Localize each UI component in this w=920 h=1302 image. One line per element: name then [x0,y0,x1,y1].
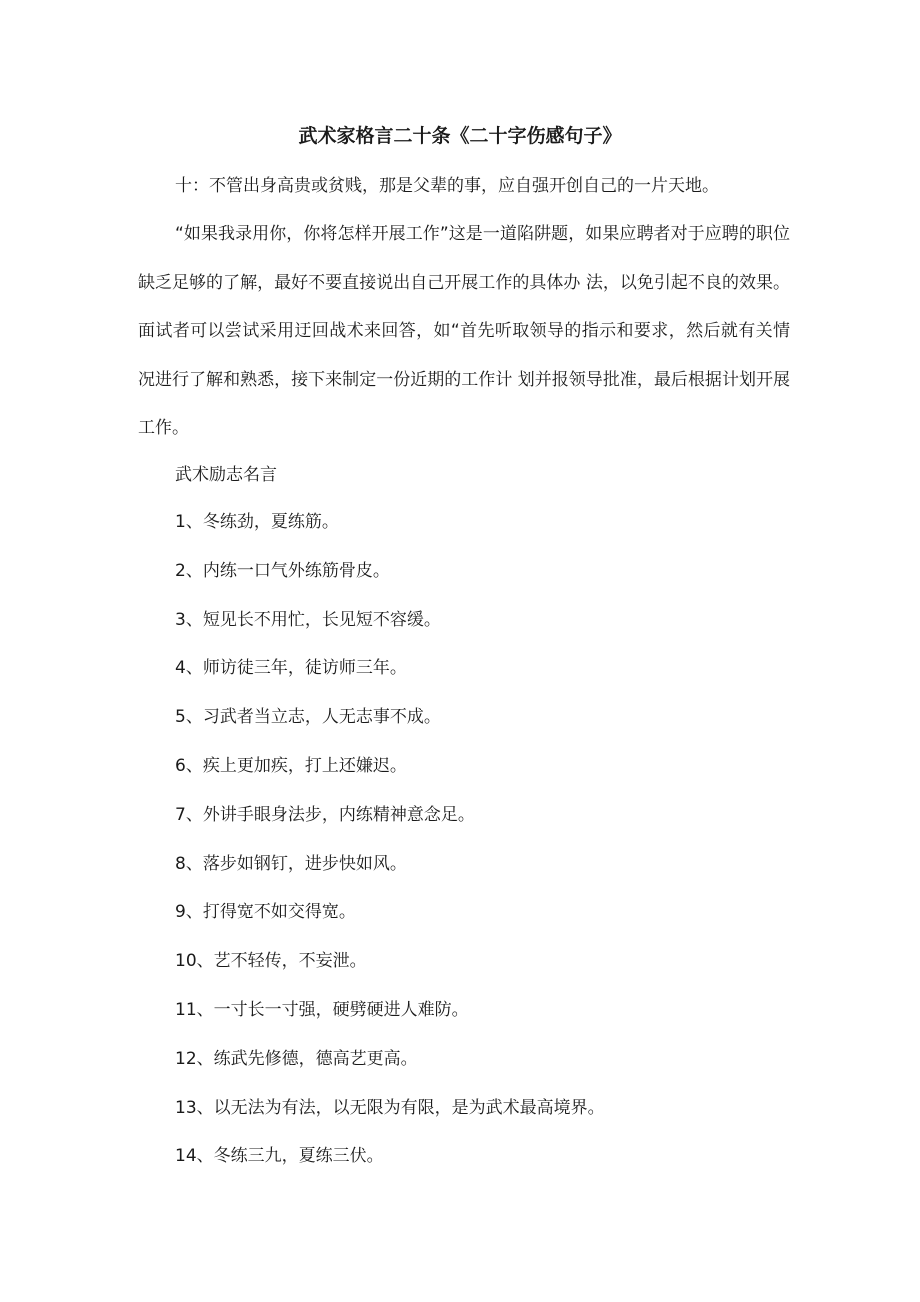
document-title: 武术家格言二十条《二十字伤感句子》 [298,125,622,147]
quote-list [175,506,605,1189]
list-item: 14、冬练三九，夏练三伏。 [175,1146,384,1167]
interview-paragraph: “如果我录用你，你将怎样开展工作”这是一道陷阱题，如果应聘者对于应聘的职位缺乏足够的了解，最好不要直接说出自己开展工作的具体办 法，以免引起不良的效果。面试者可以尝试采用迂回战术来回答，如“首先听取领导的指示和要求，然后就有关情况进行了解和熟悉，接下来制定一份近期的工作计 划并报领导批准，最后根据计划开展工作。 [138,224,790,438]
list-item: 3、短见长不用忙，长见短不容缓。 [175,609,441,630]
section-heading: 武术励志名言 [175,465,277,485]
list-item: 8、落步如钢钉，进步快如风。 [175,853,407,874]
list-item: 10、艺不轻传，不妄泄。 [175,951,367,972]
list-item: 7、外讲手眼身法步，内练精神意念足。 [175,804,475,825]
list-item: 9、打得宽不如交得宽。 [175,902,356,923]
list-item: 12、练武先修德，德高艺更高。 [175,1048,418,1069]
list-item: 6、疾上更加疾，打上还嫌迟。 [175,755,407,776]
list-item: 2、内练一口气外练筋骨皮。 [175,560,390,581]
list-item: 4、师访徒三年，徒访师三年。 [175,658,407,679]
list-item: 11、一寸长一寸强，硬劈硬进人难防。 [175,999,469,1020]
list-item: 13、以无法为有法，以无限为有限，是为武术最高境界。 [175,1097,605,1118]
intro-paragraph: 十：不管出身高贵或贫贱，那是父辈的事，应自强开创自己的一片天地。 [175,176,719,196]
list-item: 5、习武者当立志，人无志事不成。 [175,707,441,728]
list-item: 1、冬练劲，夏练筋。 [175,512,339,532]
